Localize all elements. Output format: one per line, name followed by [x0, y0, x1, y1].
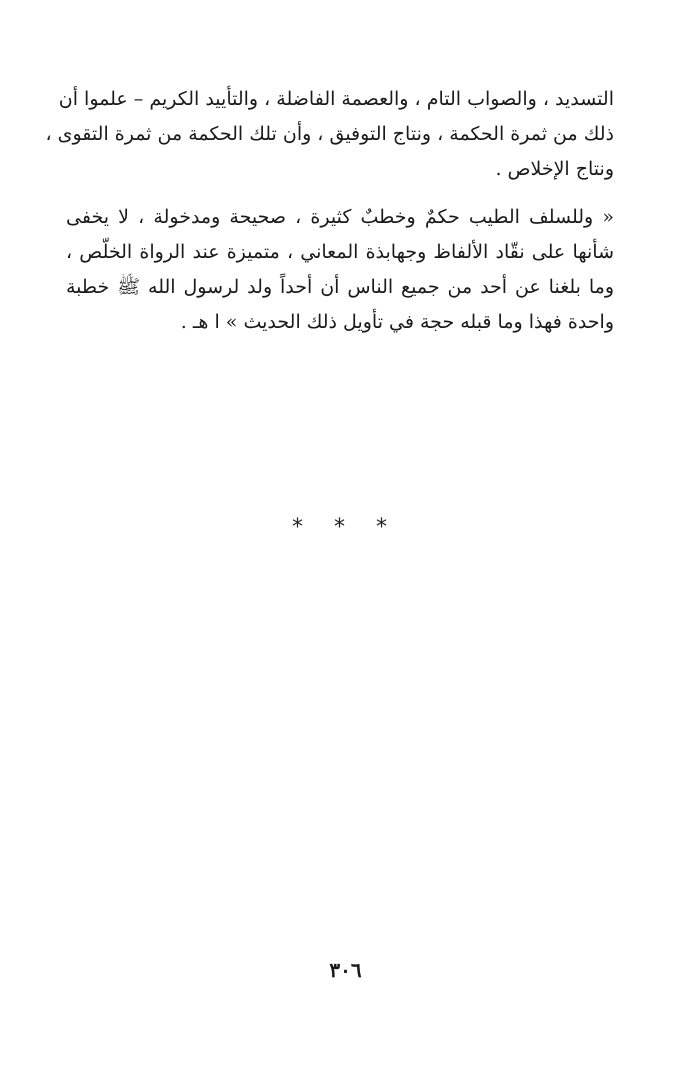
paragraph-2-line-2: شأنها على نقّاد الألفاظ وجهابذة المعاني ، متميزة عند الرواة الخلّص ،	[66, 241, 614, 263]
paragraph-2-line-1: « وللسلف الطيب حكمٌ وخطبٌ كثيرة ، صحيحة ومدخولة ، لا يخفى	[66, 206, 614, 228]
page-number: ٣٠٦	[329, 958, 362, 982]
paragraph-1-line-2: ذلك من ثمرة الحكمة ، ونتاج التوفيق ، وأن تلك الحكمة من ثمرة التقوى ،	[45, 123, 614, 145]
paragraph-1	[45, 82, 614, 187]
paragraph-1-line-3: ونتاج الإخلاص .	[495, 158, 614, 180]
paragraph-2-quote	[66, 200, 614, 340]
paragraph-2-line-4: واحدة فهذا وما قبله حجة في تأويل ذلك الحديث » ا هـ .	[180, 311, 614, 333]
section-separator: * * *	[292, 515, 399, 540]
paragraph-2-line-3: وما بلغنا عن أحد من جميع الناس أن أحداً ولد لرسول الله ﷺ خطبة	[66, 276, 614, 298]
paragraph-1-line-1: التسديد ، والصواب التام ، والعصمة الفاضلة ، والتأييد الكريم – علموا أن	[58, 88, 614, 110]
